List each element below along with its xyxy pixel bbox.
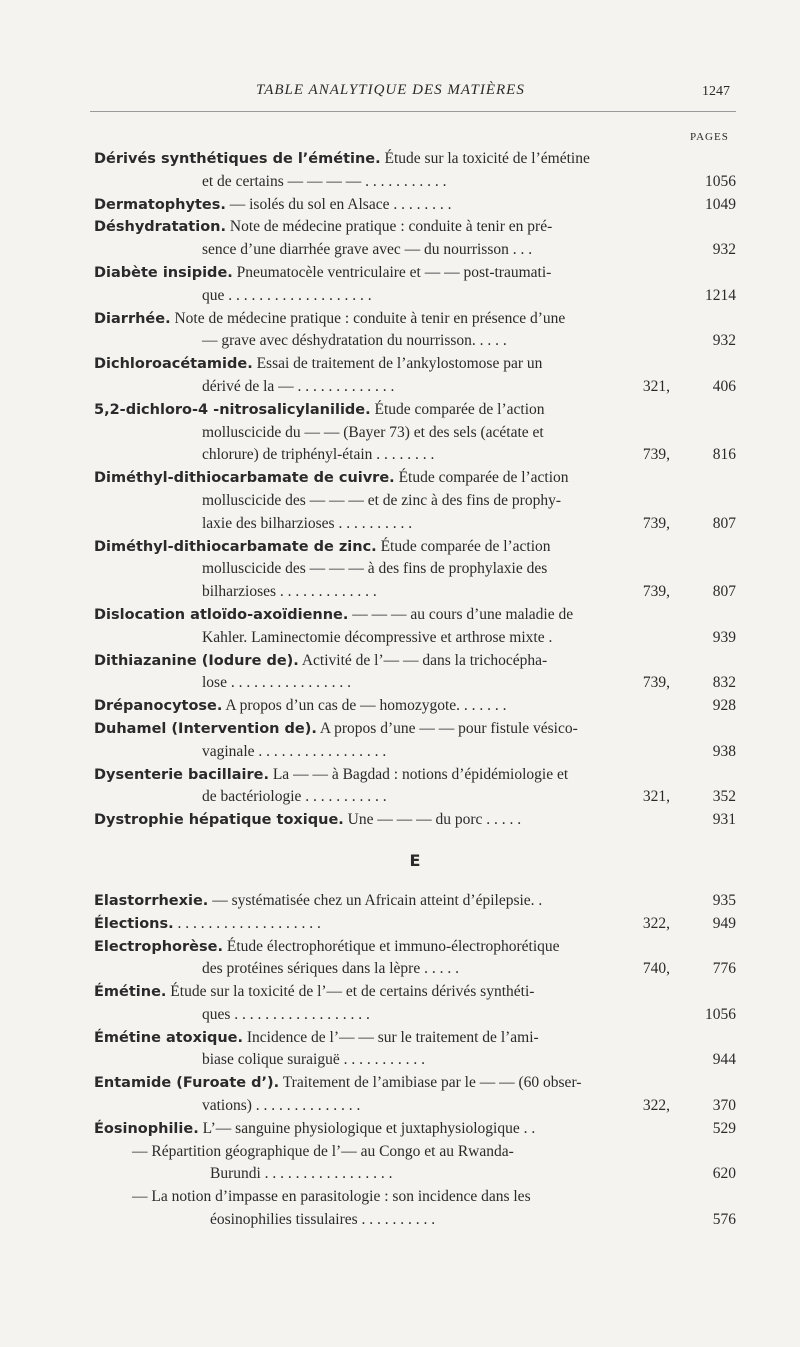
page-ref: 529 bbox=[712, 1119, 736, 1137]
entry-heading: Émétine atoxique. bbox=[94, 1029, 244, 1046]
page-number: 1247 bbox=[702, 84, 730, 99]
index-entry bbox=[94, 809, 736, 832]
page-ref: 931 bbox=[712, 811, 736, 829]
index-line bbox=[94, 399, 736, 422]
page-ref-first: 739, bbox=[642, 514, 670, 532]
entry-text: dérivé de la — . . . . . . . . . . . . . bbox=[202, 377, 395, 395]
page-ref-first: 739, bbox=[642, 674, 670, 692]
entry-text: — La notion d’impasse en parasitologie : son incidence dans les bbox=[132, 1188, 531, 1206]
entry-text: chlorure) de triphényl-étain . . . . . . . . bbox=[202, 446, 435, 464]
index-entry bbox=[94, 467, 736, 535]
index-line bbox=[94, 741, 736, 764]
entry-text: Étude électrophorétique et immuno-électrophorétique bbox=[222, 937, 560, 955]
entry-text: Note de médecine pratique : conduite à tenir en présence d’une bbox=[170, 309, 566, 327]
page-ref: 928 bbox=[712, 697, 736, 715]
index-line bbox=[94, 513, 736, 536]
index-line bbox=[94, 890, 736, 913]
page-ref: 938 bbox=[712, 742, 736, 760]
index-line bbox=[94, 1118, 736, 1141]
entry-heading: Déshydratation. bbox=[94, 219, 227, 236]
index-line bbox=[94, 422, 736, 445]
index-line bbox=[94, 216, 736, 239]
page-ref-first: 740, bbox=[642, 960, 670, 978]
index-section-e bbox=[94, 890, 736, 1232]
index-line bbox=[94, 981, 736, 1004]
index-line bbox=[94, 1072, 736, 1095]
section-letter-e: E bbox=[409, 850, 421, 870]
index-entry bbox=[94, 890, 736, 913]
page-ref: 932 bbox=[712, 241, 736, 259]
page-ref: 832 bbox=[712, 674, 736, 692]
entry-text: A propos d’une — — pour fistule vésico- bbox=[316, 719, 578, 737]
page-ref: 1056 bbox=[705, 172, 736, 190]
entry-text: Activité de l’— — dans la trichocépha- bbox=[298, 651, 548, 669]
index-entry bbox=[94, 194, 736, 217]
index-line bbox=[94, 308, 736, 331]
entry-text: et de certains — — — — . . . . . . . . . . . bbox=[202, 172, 447, 190]
index-line bbox=[94, 1209, 736, 1232]
entry-text: . . . . . . . . . . . . . . . . . . . bbox=[173, 914, 321, 932]
entry-text: que . . . . . . . . . . . . . . . . . . . bbox=[202, 286, 372, 304]
entry-text: — — — au cours d’une maladie de bbox=[348, 605, 574, 623]
index-line bbox=[94, 1095, 736, 1118]
entry-heading: Dichloroacétamide. bbox=[94, 356, 253, 373]
index-entry bbox=[94, 1027, 736, 1073]
index-entry bbox=[94, 1141, 736, 1187]
index-line bbox=[94, 1141, 736, 1164]
index-entry bbox=[94, 936, 736, 982]
page-ref: 949 bbox=[712, 914, 736, 932]
entry-text: — systématisée chez un Africain atteint d’épilepsie. . bbox=[208, 891, 543, 909]
entry-heading: Electrophorèse. bbox=[94, 938, 223, 955]
entry-text: L’— sanguine physiologique et juxtaphysiologique . . bbox=[198, 1119, 536, 1137]
entry-text: Traitement de l’amibiase par le — — (60 obser- bbox=[279, 1074, 582, 1092]
entry-heading: Diabète insipide. bbox=[94, 264, 233, 281]
index-line bbox=[94, 786, 736, 809]
entry-text: éosinophilies tissulaires . . . . . . . . . . bbox=[210, 1211, 436, 1229]
index-line bbox=[94, 148, 736, 171]
index-line bbox=[94, 718, 736, 741]
page-ref-first: 322, bbox=[642, 914, 670, 932]
page-ref: 1049 bbox=[705, 195, 736, 213]
index-line bbox=[94, 627, 736, 650]
entry-heading: Dermatophytes. bbox=[94, 196, 226, 213]
index-entry bbox=[94, 399, 736, 467]
index-entry bbox=[94, 216, 736, 262]
page-ref: 807 bbox=[712, 514, 736, 532]
page-ref-first: 739, bbox=[642, 583, 670, 601]
entry-text: Essai de traitement de l’ankylostomose par un bbox=[252, 355, 543, 373]
page-ref-first: 739, bbox=[642, 446, 670, 464]
index-line bbox=[94, 1027, 736, 1050]
index-line bbox=[94, 1004, 736, 1027]
entry-text: lose . . . . . . . . . . . . . . . . bbox=[202, 674, 351, 692]
page-ref: 620 bbox=[712, 1165, 736, 1183]
page-ref: 944 bbox=[712, 1051, 736, 1069]
index-entry bbox=[94, 536, 736, 604]
entry-text: des protéines sériques dans la lèpre . . . . . bbox=[202, 960, 459, 978]
entry-text: molluscicide du — — (Bayer 73) et des sels (acétate et bbox=[202, 423, 544, 441]
running-header bbox=[96, 82, 736, 112]
entry-text: Incidence de l’— — sur le traitement de l’ami- bbox=[243, 1028, 539, 1046]
index-line bbox=[94, 558, 736, 581]
entry-heading: Duhamel (Intervention de). bbox=[94, 720, 317, 737]
entry-heading: Émétine. bbox=[94, 984, 167, 1001]
entry-text: Une — — — du porc . . . . . bbox=[343, 811, 522, 829]
index-entry bbox=[94, 353, 736, 399]
index-line bbox=[94, 467, 736, 490]
entry-heading: Entamide (Furoate d’). bbox=[94, 1075, 280, 1092]
entry-text: Étude sur la toxicité de l’— et de certains dérivés synthéti- bbox=[166, 983, 535, 1001]
entry-heading: Diméthyl-dithiocarbamate de cuivre. bbox=[94, 470, 395, 487]
entry-text: Étude comparée de l’action bbox=[376, 537, 551, 555]
index-line bbox=[94, 1186, 736, 1209]
pages-column-label: PAGES bbox=[690, 131, 729, 143]
entry-heading: 5,2-dichloro-4 -nitrosalicylanilide. bbox=[94, 401, 371, 418]
index-line bbox=[94, 1163, 736, 1186]
index-entry bbox=[94, 981, 736, 1027]
entry-text: bilharzioses . . . . . . . . . . . . . bbox=[202, 583, 377, 601]
entry-heading: Élections. bbox=[94, 915, 174, 932]
index-line bbox=[94, 330, 736, 353]
index-line bbox=[94, 285, 736, 308]
entry-heading: Drépanocytose. bbox=[94, 698, 223, 715]
page-title: TABLE ANALYTIQUE DES MATIÈRES bbox=[256, 82, 525, 98]
index-entry bbox=[94, 604, 736, 650]
index-line bbox=[94, 536, 736, 559]
index-entry bbox=[94, 148, 736, 194]
index-entry bbox=[94, 718, 736, 764]
entry-text: vations) . . . . . . . . . . . . . . bbox=[202, 1097, 361, 1115]
index-entry bbox=[94, 262, 736, 308]
entry-text: vaginale . . . . . . . . . . . . . . . . . bbox=[202, 742, 387, 760]
index-line bbox=[94, 764, 736, 787]
entry-text: Note de médecine pratique : conduite à tenir en pré- bbox=[226, 218, 553, 236]
entry-text: biase colique suraiguë . . . . . . . . . . . bbox=[202, 1051, 425, 1069]
page-ref-first: 321, bbox=[642, 377, 670, 395]
index-line bbox=[94, 239, 736, 262]
entry-text: sence d’une diarrhée grave avec — du nourrisson . . . bbox=[202, 241, 533, 259]
page-ref: 406 bbox=[712, 377, 736, 395]
index-entry bbox=[94, 1072, 736, 1118]
index-line bbox=[94, 650, 736, 673]
index-section-d bbox=[94, 148, 736, 832]
entry-text: Burundi . . . . . . . . . . . . . . . . . bbox=[210, 1165, 393, 1183]
entry-heading: Dystrophie hépatique toxique. bbox=[94, 812, 344, 829]
index-line bbox=[94, 958, 736, 981]
index-line bbox=[94, 604, 736, 627]
page-ref: 776 bbox=[712, 960, 736, 978]
index-entry bbox=[94, 913, 736, 936]
entry-text: A propos d’un cas de — homozygote. . . . . . . bbox=[222, 697, 507, 715]
index-line bbox=[94, 194, 736, 217]
entry-heading: Elastorrhexie. bbox=[94, 892, 209, 909]
entry-heading: Dislocation atloïdo-axoïdienne. bbox=[94, 606, 349, 623]
index-entry bbox=[94, 1118, 736, 1141]
page-ref: 1214 bbox=[705, 286, 736, 304]
index-line bbox=[94, 444, 736, 467]
index-line bbox=[94, 490, 736, 513]
index-line bbox=[94, 171, 736, 194]
index-line bbox=[94, 809, 736, 832]
entry-heading: Diarrhée. bbox=[94, 310, 171, 327]
entry-text: — Répartition géographique de l’— au Congo et au Rwanda- bbox=[132, 1142, 514, 1160]
page-ref: 939 bbox=[712, 628, 736, 646]
entry-text: La — — à Bagdad : notions d’épidémiologie et bbox=[268, 765, 569, 783]
index-line bbox=[94, 376, 736, 399]
entry-text: laxie des bilharzioses . . . . . . . . . . bbox=[202, 514, 413, 532]
entry-text: ques . . . . . . . . . . . . . . . . . . bbox=[202, 1005, 370, 1023]
entry-text: — isolés du sol en Alsace . . . . . . . . bbox=[225, 195, 452, 213]
index-entry bbox=[94, 308, 736, 354]
index-line bbox=[94, 695, 736, 718]
entry-heading: Éosinophilie. bbox=[94, 1120, 199, 1137]
entry-text: Étude comparée de l’action bbox=[394, 469, 569, 487]
page-ref: 576 bbox=[712, 1211, 736, 1229]
index-entry bbox=[94, 695, 736, 718]
entry-text: Étude comparée de l’action bbox=[370, 400, 545, 418]
index-entry bbox=[94, 650, 736, 696]
page-ref: 807 bbox=[712, 583, 736, 601]
entry-heading: Dysenterie bacillaire. bbox=[94, 766, 269, 783]
index-line bbox=[94, 581, 736, 604]
entry-heading: Dithiazanine (Iodure de). bbox=[94, 652, 299, 669]
entry-text: — grave avec déshydratation du nourrisson. . . . . bbox=[202, 332, 507, 350]
page-ref: 370 bbox=[712, 1097, 736, 1115]
entry-text: molluscicide des — — — et de zinc à des fins de prophy- bbox=[202, 491, 561, 509]
index-entry bbox=[94, 764, 736, 810]
entry-heading: Diméthyl-dithiocarbamate de zinc. bbox=[94, 538, 377, 555]
entry-text: Pneumatocèle ventriculaire et — — post-traumati- bbox=[232, 263, 552, 281]
index-content bbox=[94, 148, 736, 1232]
index-entry bbox=[94, 1186, 736, 1232]
index-line bbox=[94, 936, 736, 959]
entry-text: Étude sur la toxicité de l’émétine bbox=[380, 150, 590, 167]
page-ref: 932 bbox=[712, 332, 736, 350]
entry-text: Kahler. Laminectomie décompressive et arthrose mixte . bbox=[202, 628, 553, 646]
page-ref-first: 322, bbox=[642, 1097, 670, 1115]
page-ref: 816 bbox=[712, 446, 736, 464]
index-line bbox=[94, 262, 736, 285]
index-line bbox=[94, 353, 736, 376]
index-line bbox=[94, 1049, 736, 1072]
page-ref: 935 bbox=[712, 891, 736, 909]
index-line bbox=[94, 672, 736, 695]
page-ref-first: 321, bbox=[642, 788, 670, 806]
entry-heading: Dérivés synthétiques de l’émétine. bbox=[94, 151, 381, 167]
entry-text: molluscicide des — — — à des fins de prophylaxie des bbox=[202, 560, 548, 578]
header-rule bbox=[90, 111, 736, 112]
page-ref: 1056 bbox=[705, 1005, 736, 1023]
entry-text: de bactériologie . . . . . . . . . . . bbox=[202, 788, 387, 806]
page-ref: 352 bbox=[712, 788, 736, 806]
index-line bbox=[94, 913, 736, 936]
